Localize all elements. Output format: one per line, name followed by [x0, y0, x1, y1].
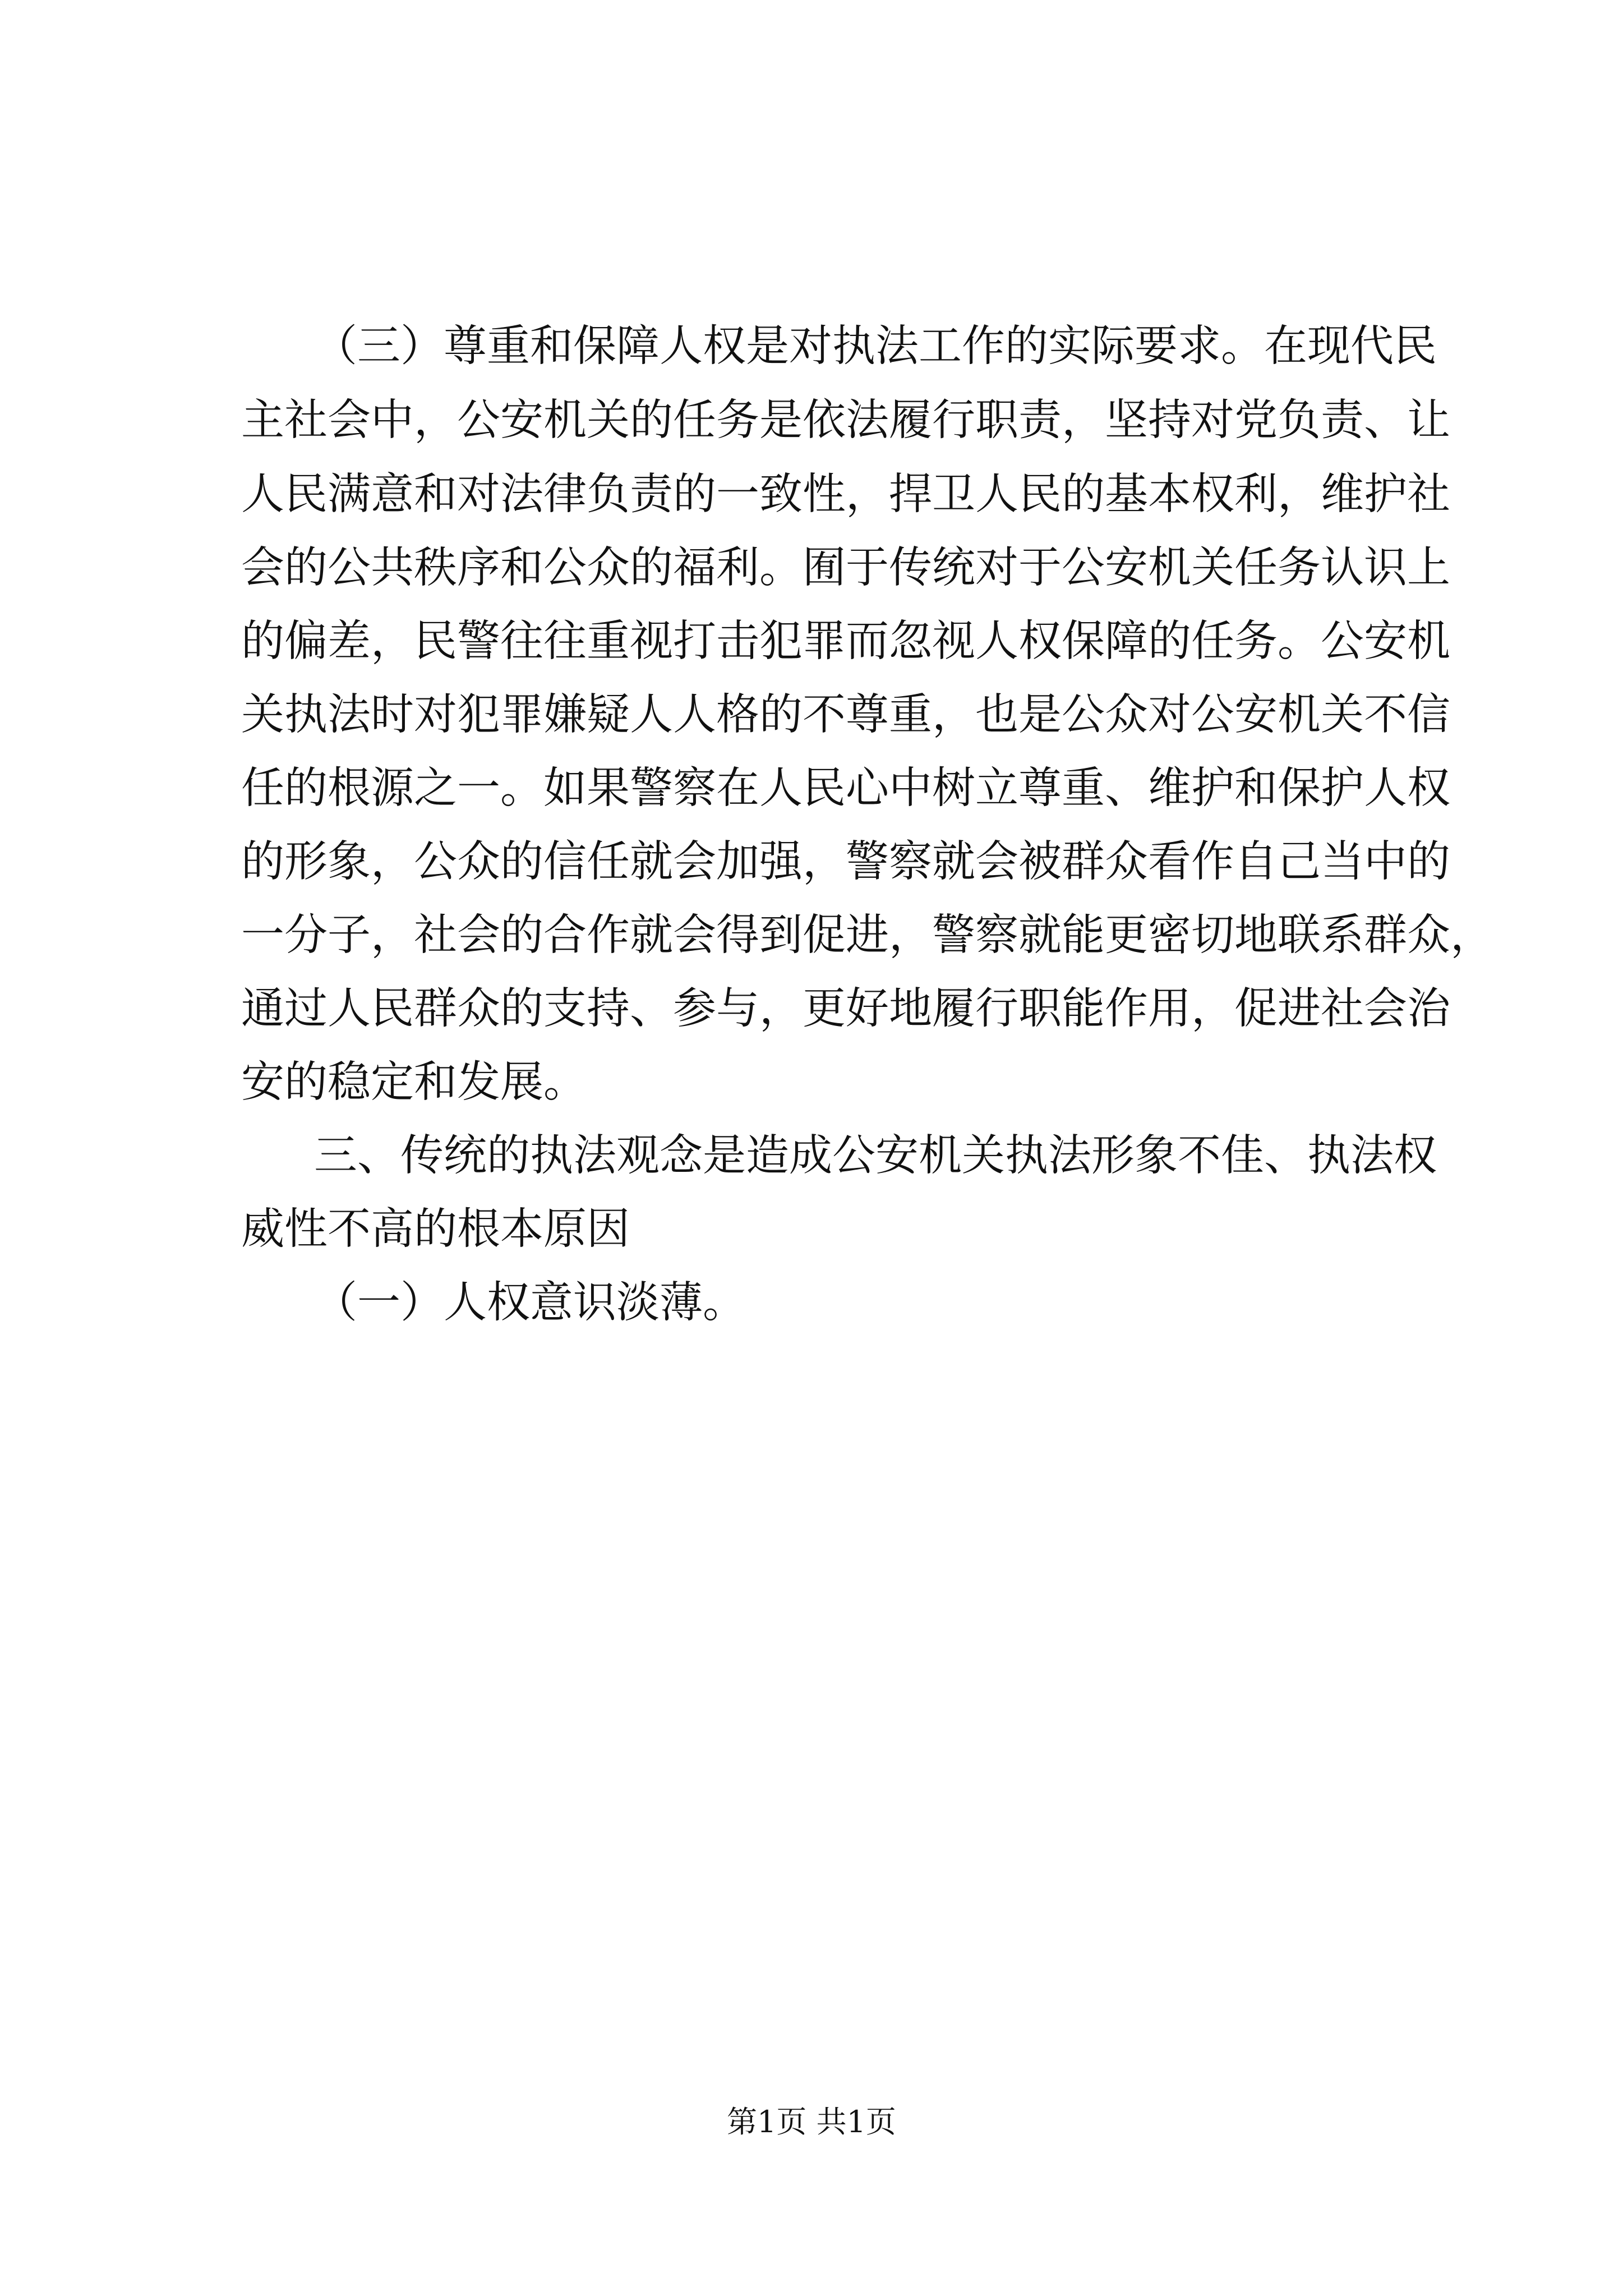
paragraph-line: 的形象，公众的信任就会加强，警察就会被群众看作自己当中的 — [241, 837, 1450, 887]
section-heading-line: 三、传统的执法观念是造成公安机关执法形象不佳、执法权 — [314, 1131, 1437, 1181]
paragraph-line: 通过人民群众的支持、参与，更好地履行职能作用，促进社会治 — [241, 984, 1450, 1034]
paragraph-line: 关执法时对犯罪嫌疑人人格的不尊重，也是公众对公安机关不信 — [241, 690, 1450, 740]
paragraph-line: 主社会中，公安机关的任务是依法履行职责，坚持对党负责、让 — [241, 395, 1450, 445]
paragraph-line: （三）尊重和保障人权是对执法工作的实际要求。在现代民 — [314, 321, 1437, 371]
paragraph-line: 任的根源之一。如果警察在人民心中树立尊重、维护和保护人权 — [241, 763, 1450, 813]
paragraph-line: 一分子，社会的合作就会得到促进，警察就能更密切地联系群众， — [241, 910, 1493, 960]
paragraph-line: 安的稳定和发展。 — [241, 1057, 587, 1107]
paragraph-line: 人民满意和对法律负责的一致性，捍卫人民的基本权利，维护社 — [241, 470, 1450, 519]
page-footer: 第1页 共1页 — [727, 2104, 896, 2139]
paragraph-line: 的偏差，民警往往重视打击犯罪而忽视人权保障的任务。公安机 — [241, 616, 1450, 666]
section-heading-line: 威性不高的根本原因 — [241, 1204, 630, 1254]
subheading-line: （一）人权意识淡薄。 — [314, 1278, 746, 1328]
paragraph-line: 会的公共秩序和公众的福利。囿于传统对于公安机关任务认识上 — [241, 543, 1450, 593]
